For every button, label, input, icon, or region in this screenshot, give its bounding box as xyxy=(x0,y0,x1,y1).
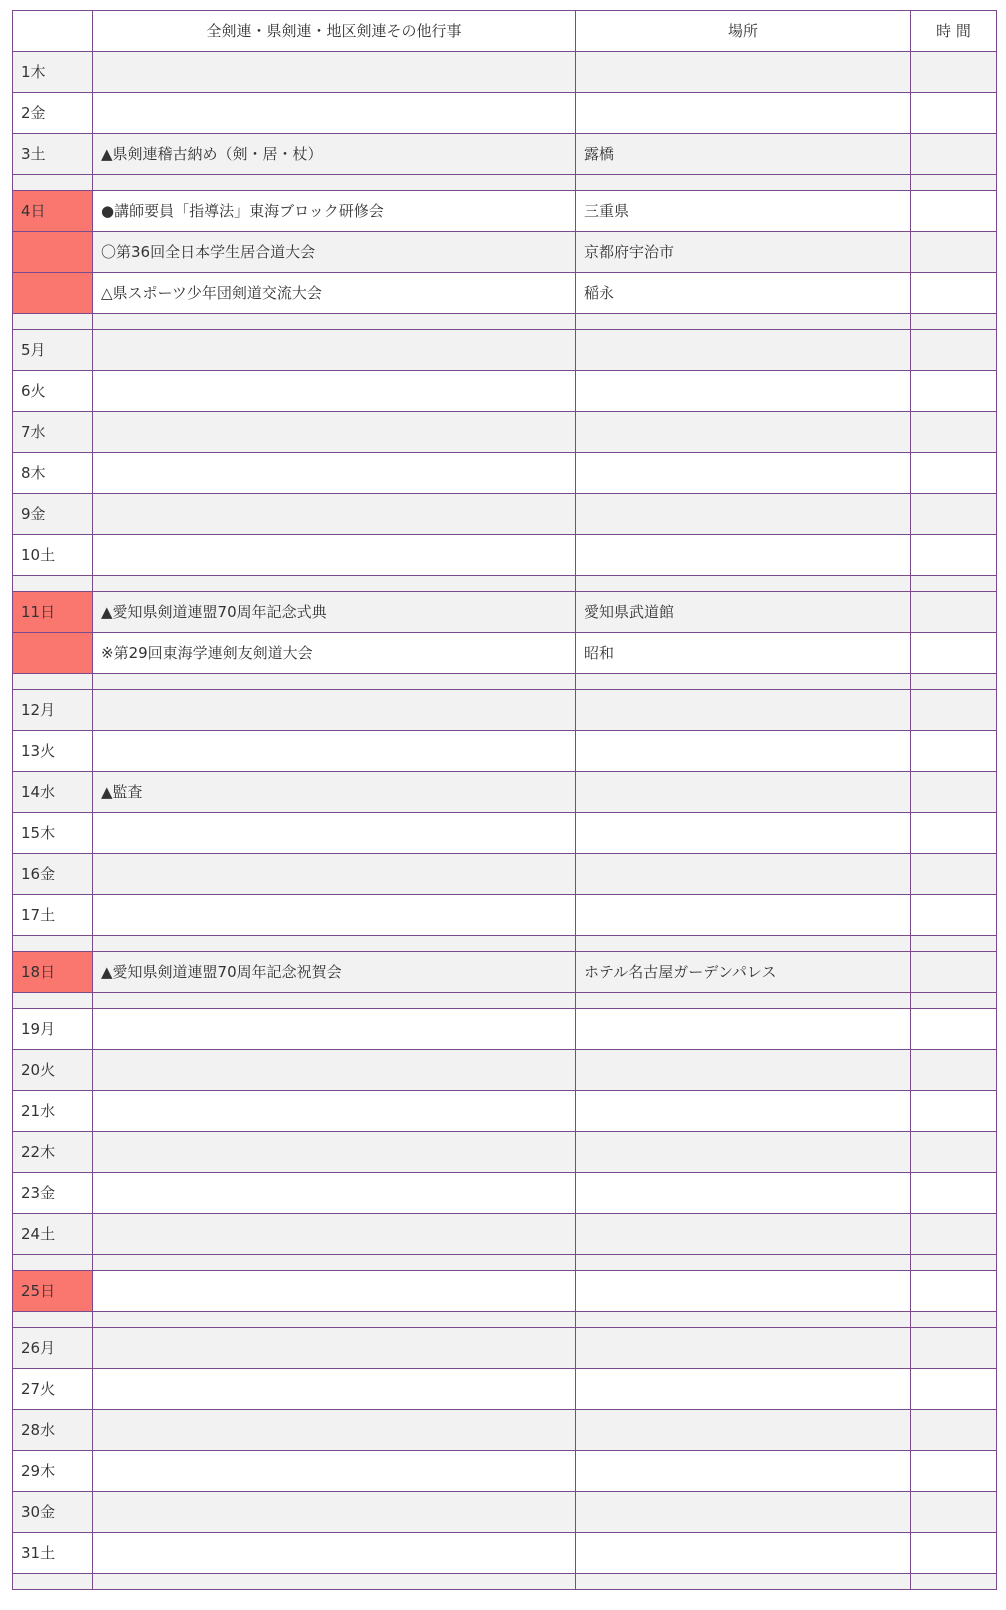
place-cell xyxy=(576,854,911,895)
table-row xyxy=(13,453,997,494)
separator-cell xyxy=(576,936,911,952)
table-row xyxy=(13,535,997,576)
separator-cell xyxy=(93,576,576,592)
event-schedule-table xyxy=(12,10,997,1590)
table-row xyxy=(13,1451,997,1492)
separator-cell xyxy=(911,936,997,952)
time-cell xyxy=(911,1009,997,1050)
day-cell: 6火 xyxy=(13,371,93,412)
separator-cell xyxy=(911,1255,997,1271)
place-cell: 愛知県武道館 xyxy=(576,592,911,633)
table-row xyxy=(13,52,997,93)
table-row xyxy=(13,952,997,993)
day-cell: 11日 xyxy=(13,592,93,633)
time-cell xyxy=(911,52,997,93)
separator-row xyxy=(13,576,997,592)
table-row xyxy=(13,1533,997,1574)
day-cell: 3土 xyxy=(13,134,93,175)
day-cell: 13火 xyxy=(13,731,93,772)
event-cell xyxy=(93,52,576,93)
separator-cell xyxy=(911,1312,997,1328)
time-cell xyxy=(911,854,997,895)
table-row xyxy=(13,1132,997,1173)
place-cell xyxy=(576,772,911,813)
place-cell xyxy=(576,1369,911,1410)
table-row xyxy=(13,1214,997,1255)
day-cell: 25日 xyxy=(13,1271,93,1312)
place-cell xyxy=(576,1214,911,1255)
place-cell: 昭和 xyxy=(576,633,911,674)
event-cell xyxy=(93,731,576,772)
event-cell xyxy=(93,371,576,412)
table-row xyxy=(13,273,997,314)
day-cell: 17土 xyxy=(13,895,93,936)
table-row xyxy=(13,1369,997,1410)
separator-row xyxy=(13,936,997,952)
table-row xyxy=(13,895,997,936)
event-cell: ▲愛知県剣道連盟70周年記念祝賀会 xyxy=(93,952,576,993)
separator-cell xyxy=(13,936,93,952)
event-cell xyxy=(93,412,576,453)
event-cell xyxy=(93,1451,576,1492)
day-cell: 12月 xyxy=(13,690,93,731)
event-cell xyxy=(93,1271,576,1312)
place-cell xyxy=(576,1410,911,1451)
day-cell: 31土 xyxy=(13,1533,93,1574)
time-cell xyxy=(911,191,997,232)
place-cell: 三重県 xyxy=(576,191,911,232)
table-row xyxy=(13,633,997,674)
event-cell xyxy=(93,1369,576,1410)
event-cell: ※第29回東海学連剣友剣道大会 xyxy=(93,633,576,674)
day-cell: 10土 xyxy=(13,535,93,576)
table-row xyxy=(13,93,997,134)
place-cell xyxy=(576,1173,911,1214)
event-cell: △県スポーツ少年団剣道交流大会 xyxy=(93,273,576,314)
event-cell xyxy=(93,1410,576,1451)
time-cell xyxy=(911,895,997,936)
separator-cell xyxy=(576,1574,911,1590)
header-row xyxy=(13,11,997,52)
separator-cell xyxy=(13,993,93,1009)
table-row xyxy=(13,1492,997,1533)
event-cell: ▲愛知県剣道連盟70周年記念式典 xyxy=(93,592,576,633)
day-cell: 2金 xyxy=(13,93,93,134)
place-cell xyxy=(576,535,911,576)
place-cell xyxy=(576,371,911,412)
time-cell xyxy=(911,1328,997,1369)
separator-cell xyxy=(93,993,576,1009)
time-cell xyxy=(911,412,997,453)
separator-cell xyxy=(576,993,911,1009)
event-cell xyxy=(93,330,576,371)
event-cell: ▲県剣連稽古納め（剣・居・杖） xyxy=(93,134,576,175)
day-cell: 24土 xyxy=(13,1214,93,1255)
day-cell: 5月 xyxy=(13,330,93,371)
event-cell xyxy=(93,1492,576,1533)
separator-cell xyxy=(93,1312,576,1328)
separator-row xyxy=(13,175,997,191)
event-cell xyxy=(93,1050,576,1091)
place-cell xyxy=(576,813,911,854)
event-cell xyxy=(93,93,576,134)
separator-cell xyxy=(13,1574,93,1590)
header-day xyxy=(13,11,93,52)
day-cell: 15木 xyxy=(13,813,93,854)
event-cell xyxy=(93,1091,576,1132)
place-cell xyxy=(576,330,911,371)
time-cell xyxy=(911,273,997,314)
day-cell: 1木 xyxy=(13,52,93,93)
event-cell: ▲監査 xyxy=(93,772,576,813)
separator-cell xyxy=(13,1255,93,1271)
event-cell xyxy=(93,494,576,535)
day-cell: 23金 xyxy=(13,1173,93,1214)
place-cell xyxy=(576,1091,911,1132)
table-row xyxy=(13,1410,997,1451)
event-cell xyxy=(93,854,576,895)
time-cell xyxy=(911,1533,997,1574)
time-cell xyxy=(911,134,997,175)
event-cell xyxy=(93,895,576,936)
time-cell xyxy=(911,1091,997,1132)
table-row xyxy=(13,1050,997,1091)
table-row xyxy=(13,330,997,371)
time-cell xyxy=(911,93,997,134)
event-cell xyxy=(93,1533,576,1574)
place-cell: 稲永 xyxy=(576,273,911,314)
table-row xyxy=(13,813,997,854)
table-row xyxy=(13,731,997,772)
place-cell xyxy=(576,1050,911,1091)
place-cell xyxy=(576,1271,911,1312)
place-cell xyxy=(576,1492,911,1533)
separator-cell xyxy=(93,314,576,330)
separator-cell xyxy=(911,674,997,690)
table-row xyxy=(13,1328,997,1369)
separator-cell xyxy=(576,576,911,592)
header-time: 時 間 xyxy=(911,11,997,52)
place-cell xyxy=(576,93,911,134)
table-row xyxy=(13,1009,997,1050)
time-cell xyxy=(911,232,997,273)
time-cell xyxy=(911,371,997,412)
time-cell xyxy=(911,1451,997,1492)
separator-row xyxy=(13,1255,997,1271)
event-cell xyxy=(93,1328,576,1369)
place-cell xyxy=(576,453,911,494)
day-cell: 30金 xyxy=(13,1492,93,1533)
schedule-body xyxy=(13,52,997,1590)
day-cell: 29木 xyxy=(13,1451,93,1492)
day-cell: 21水 xyxy=(13,1091,93,1132)
day-cell xyxy=(13,232,93,273)
event-cell: ●講師要員「指導法」東海ブロック研修会 xyxy=(93,191,576,232)
separator-cell xyxy=(93,175,576,191)
separator-row xyxy=(13,993,997,1009)
separator-cell xyxy=(576,674,911,690)
time-cell xyxy=(911,330,997,371)
separator-cell xyxy=(13,576,93,592)
day-cell: 8木 xyxy=(13,453,93,494)
place-cell xyxy=(576,1451,911,1492)
place-cell: 露橋 xyxy=(576,134,911,175)
event-cell xyxy=(93,1173,576,1214)
day-cell: 9金 xyxy=(13,494,93,535)
table-row xyxy=(13,690,997,731)
table-row xyxy=(13,772,997,813)
time-cell xyxy=(911,1410,997,1451)
table-row xyxy=(13,232,997,273)
separator-cell xyxy=(911,576,997,592)
time-cell xyxy=(911,494,997,535)
separator-cell xyxy=(911,1574,997,1590)
table-row xyxy=(13,191,997,232)
event-cell xyxy=(93,1132,576,1173)
table-row xyxy=(13,854,997,895)
event-cell xyxy=(93,1214,576,1255)
separator-cell xyxy=(576,314,911,330)
separator-cell xyxy=(911,175,997,191)
separator-cell xyxy=(911,314,997,330)
event-cell xyxy=(93,690,576,731)
place-cell: ホテル名古屋ガーデンパレス xyxy=(576,952,911,993)
time-cell xyxy=(911,1369,997,1410)
time-cell xyxy=(911,690,997,731)
place-cell xyxy=(576,52,911,93)
day-cell: 27火 xyxy=(13,1369,93,1410)
day-cell: 14水 xyxy=(13,772,93,813)
day-cell: 16金 xyxy=(13,854,93,895)
table-row xyxy=(13,1173,997,1214)
table-row xyxy=(13,134,997,175)
day-cell: 22木 xyxy=(13,1132,93,1173)
time-cell xyxy=(911,952,997,993)
day-cell: 19月 xyxy=(13,1009,93,1050)
day-cell xyxy=(13,633,93,674)
place-cell xyxy=(576,412,911,453)
event-cell: 〇第36回全日本学生居合道大会 xyxy=(93,232,576,273)
separator-cell xyxy=(93,1255,576,1271)
day-cell: 26月 xyxy=(13,1328,93,1369)
place-cell xyxy=(576,1009,911,1050)
place-cell: 京都府宇治市 xyxy=(576,232,911,273)
separator-row xyxy=(13,1312,997,1328)
day-cell: 18日 xyxy=(13,952,93,993)
table-row xyxy=(13,412,997,453)
time-cell xyxy=(911,633,997,674)
separator-cell xyxy=(93,936,576,952)
place-cell xyxy=(576,1328,911,1369)
header-event: 全剣連・県剣連・地区剣連その他行事 xyxy=(93,11,576,52)
separator-cell xyxy=(576,1255,911,1271)
header-place: 場所 xyxy=(576,11,911,52)
separator-cell xyxy=(576,1312,911,1328)
separator-cell xyxy=(13,674,93,690)
place-cell xyxy=(576,690,911,731)
time-cell xyxy=(911,1271,997,1312)
place-cell xyxy=(576,731,911,772)
day-cell: 20火 xyxy=(13,1050,93,1091)
time-cell xyxy=(911,731,997,772)
table-row xyxy=(13,1091,997,1132)
separator-cell xyxy=(576,175,911,191)
table-row xyxy=(13,1271,997,1312)
time-cell xyxy=(911,592,997,633)
place-cell xyxy=(576,1533,911,1574)
separator-row xyxy=(13,1574,997,1590)
separator-row xyxy=(13,314,997,330)
separator-cell xyxy=(13,1312,93,1328)
day-cell: 7水 xyxy=(13,412,93,453)
separator-cell xyxy=(93,1574,576,1590)
separator-row xyxy=(13,674,997,690)
place-cell xyxy=(576,1132,911,1173)
day-cell: 28水 xyxy=(13,1410,93,1451)
separator-cell xyxy=(911,993,997,1009)
place-cell xyxy=(576,494,911,535)
time-cell xyxy=(911,453,997,494)
time-cell xyxy=(911,813,997,854)
time-cell xyxy=(911,1214,997,1255)
separator-cell xyxy=(13,314,93,330)
time-cell xyxy=(911,1132,997,1173)
table-row xyxy=(13,494,997,535)
time-cell xyxy=(911,772,997,813)
place-cell xyxy=(576,895,911,936)
time-cell xyxy=(911,1173,997,1214)
time-cell xyxy=(911,535,997,576)
time-cell xyxy=(911,1492,997,1533)
event-cell xyxy=(93,1009,576,1050)
event-cell xyxy=(93,813,576,854)
day-cell: 4日 xyxy=(13,191,93,232)
day-cell xyxy=(13,273,93,314)
table-row xyxy=(13,592,997,633)
separator-cell xyxy=(93,674,576,690)
separator-cell xyxy=(13,175,93,191)
event-cell xyxy=(93,453,576,494)
table-row xyxy=(13,371,997,412)
time-cell xyxy=(911,1050,997,1091)
event-cell xyxy=(93,535,576,576)
